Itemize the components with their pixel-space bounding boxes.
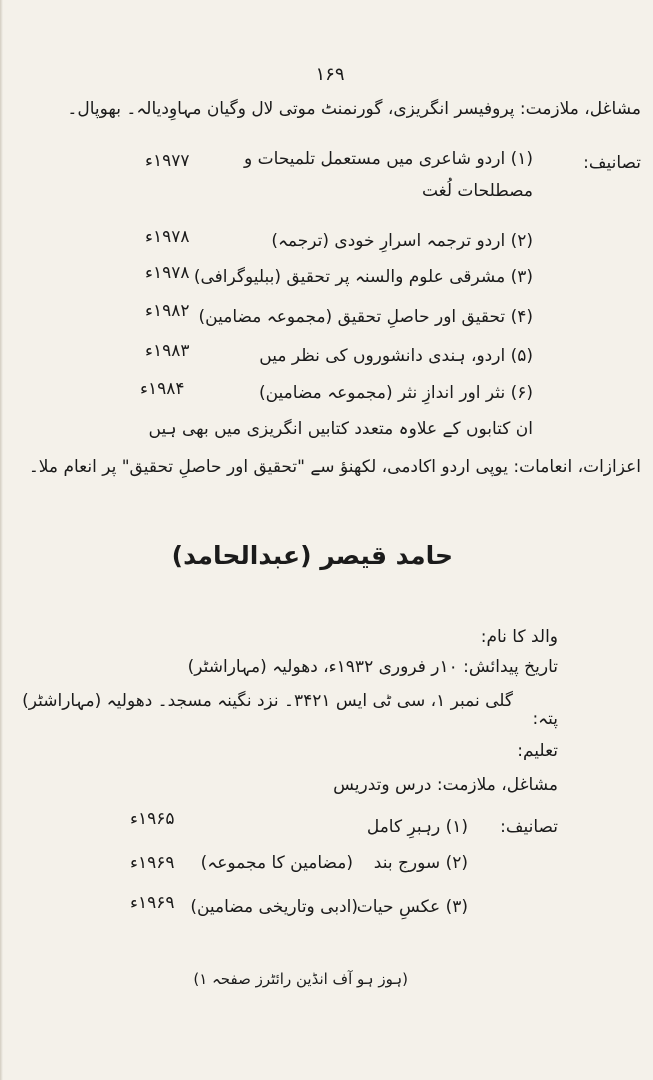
work-number: (۶) (510, 383, 533, 403)
entry2-work-2-desc: (مضامین کا مجموعہ) (200, 853, 353, 873)
work-title: نثر اور اندازِ نثر (مجموعہ مضامین) (258, 383, 506, 403)
entry2-work-3-desc: (ادبی وتاریخی مضامین) (190, 897, 358, 917)
entry2-occupation-label: مشاغل، ملازمت: (436, 775, 558, 795)
entry2-work-3-year: ۱۹۶۹ء (130, 893, 175, 913)
entry1-works-label: تصانیف: (583, 153, 641, 173)
entry2-work-1 (367, 816, 468, 838)
work-title: سورج بند (373, 853, 441, 873)
work-number: (۳) (510, 267, 533, 287)
page-number: ۱۶۹ (315, 64, 345, 85)
work-number: (۲) (510, 231, 533, 251)
source-citation: (ہوز ہو آف انڈین رائٹرز صفحہ ۱) (193, 970, 408, 988)
entry1-occupation-label: مشاغل، ملازمت: (519, 99, 641, 119)
entry2-education-label: تعلیم: (517, 741, 558, 761)
page-edge-shadow (0, 0, 3, 1080)
work-number: (۳) (445, 897, 468, 917)
entry1-work-6 (259, 382, 533, 404)
work-title: تحقیق اور حاصلِ تحقیق (مجموعہ مضامین) (198, 307, 506, 327)
entry2-work-1-year: ۱۹۶۵ء (130, 809, 175, 829)
entry1-work-6-year: ۱۹۸۴ء (140, 379, 185, 399)
entry2-father-label: والد کا نام: (480, 627, 558, 647)
work-title: اردو شاعری میں مستعمل تلمیحات و (244, 149, 506, 169)
entry2-dob-label: تاریخ پیدائش: (463, 657, 558, 677)
entry1-work-3 (194, 266, 533, 288)
entry1-work-2 (271, 230, 533, 252)
entry1-work-4-year: ۱۹۸۲ء (145, 301, 190, 321)
work-number: (۵) (510, 346, 533, 366)
work-number: (۴) (510, 307, 533, 327)
entry1-work-3-year: ۱۹۷۸ء (145, 263, 190, 283)
entry1-work-4 (199, 306, 533, 328)
entry2-name: حامد قیصر (عبدالحامد) (171, 541, 453, 570)
work-number: (۲) (445, 853, 468, 873)
entry1-awards: اعزازات، انعامات: یوپی اردو اکادمی، لکھنؤ سے "تحقیق اور حاصلِ تحقیق" پر انعام ملا۔ (28, 457, 641, 477)
entry1-occupation-value: پروفیسر انگریزی، گورنمنٹ موتی لال وگیان مہاوِدیالہ۔ بھوپال۔ (67, 99, 515, 119)
entry1-work-2-year: ۱۹۷۸ء (145, 227, 190, 247)
work-title: اردو ترجمہ اسرارِ خودی (ترجمہ) (271, 231, 506, 251)
entry1-work-1-cont: مصطلحات لُغت (421, 181, 533, 201)
work-title: رہبرِ کامل (366, 817, 441, 837)
entry1-work-5-year: ۱۹۸۳ء (145, 341, 190, 361)
work-number: (۱) (510, 149, 533, 169)
entry2-address-label: پتہ: (532, 709, 558, 729)
entry2-work-2-year: ۱۹۶۹ء (130, 853, 175, 873)
entry1-work-1-year: ۱۹۷۷ء (145, 151, 190, 171)
entry2-occupation (333, 774, 558, 796)
work-title: اردو، ہندی دانشوروں کی نظر میں (259, 346, 506, 366)
work-number: (۱) (445, 817, 468, 837)
entry1-note: ان کتابوں کے علاوہ متعدد کتابیں انگریزی میں بھی ہیں (148, 419, 533, 439)
entry1-work-5 (259, 345, 533, 367)
entry2-dob-value: ۱۰ر فروری ۱۹۳۲ء، دھولیہ (مہاراشٹر) (187, 657, 458, 677)
entry2-address-value: گلی نمبر ۱، سی ٹی ایس ۳۴۲۱۔ نزد نگینہ مسجد۔ دھولیہ (مہاراشٹر) (22, 691, 513, 711)
entry1-occupation (67, 98, 641, 120)
entry2-works-label: تصانیف: (500, 817, 558, 837)
entry2-work-2 (374, 852, 468, 874)
entry2-occupation-value: درس وتدریس (333, 775, 432, 795)
entry2-dob (188, 656, 558, 678)
entry2-work-3 (357, 896, 468, 918)
work-title: مشرقی علوم والسنہ پر تحقیق (ببلیوگرافی) (193, 267, 506, 287)
work-title: عکسِ حیات (356, 897, 441, 917)
entry1-work-1 (244, 148, 533, 170)
